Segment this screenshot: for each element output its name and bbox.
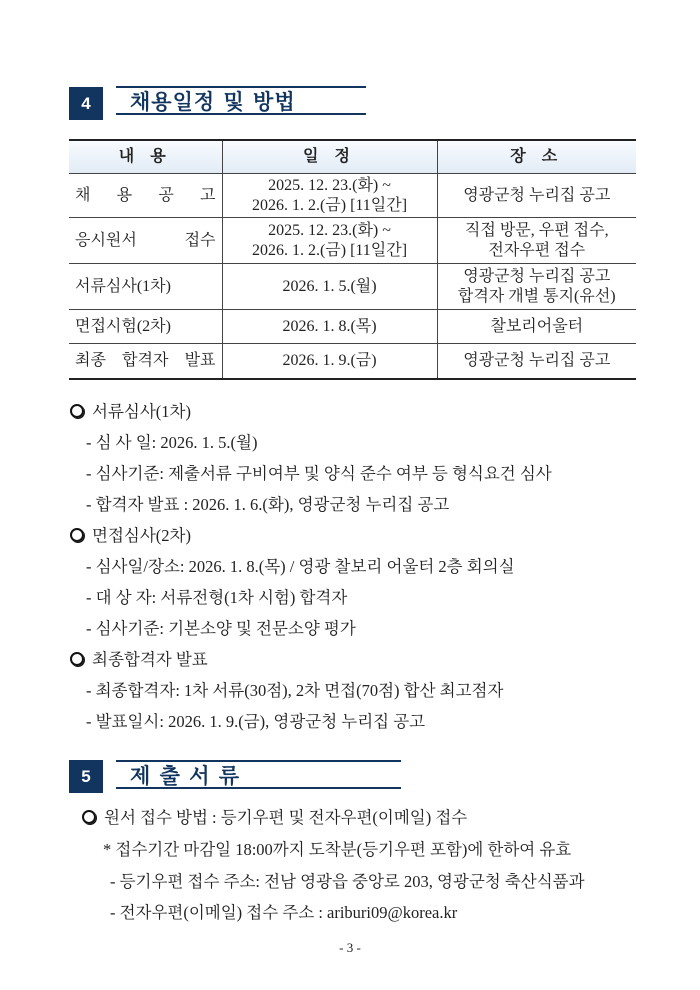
schedule-line: 2026. 1. 5.(월) xyxy=(282,277,377,295)
email-address: - 전자우편(이메일) 접수 주소 : ariburi09@korea.kr xyxy=(110,903,458,922)
section-5-number: 5 xyxy=(69,760,103,793)
row-item: 서류심사(1차) xyxy=(69,264,222,310)
row-place xyxy=(437,218,636,264)
place-line: 전자우편 접수 xyxy=(488,241,586,259)
row-place xyxy=(437,310,636,344)
submission-method xyxy=(82,804,467,828)
circle-bullet-icon xyxy=(70,652,84,666)
row-place xyxy=(437,174,636,218)
row-place xyxy=(437,264,636,310)
row-item: 면접시험(2차) xyxy=(69,310,222,344)
section-4-title: 채용일정 및 방법 xyxy=(116,86,366,115)
group-item: - 심사일/장소: 2026. 1. 8.(목) / 영광 찰보리 어울터 2층 회의실 xyxy=(86,557,515,576)
section-5-title: 제 출 서 류 xyxy=(116,760,401,789)
row-item: 응시원서 접수 xyxy=(69,218,222,264)
circle-bullet-icon xyxy=(70,528,84,542)
page-number: - 3 - xyxy=(339,940,361,955)
group-item: - 합격자 발표 : 2026. 1. 6.(화), 영광군청 누리집 공고 xyxy=(86,495,450,514)
place-line: 찰보리어울터 xyxy=(490,317,584,335)
place-line: 합격자 개별 통지(유선) xyxy=(457,287,616,305)
group-title xyxy=(70,398,191,422)
header-place: 장 소 xyxy=(437,140,636,174)
header-content: 내 용 xyxy=(69,140,222,174)
group-title-text: 면접심사(2차) xyxy=(92,526,191,545)
table-row xyxy=(69,264,636,310)
group-title-text: 서류심사(1차) xyxy=(92,402,191,421)
place-line: 직접 방문, 우편 접수, xyxy=(464,221,609,239)
group-item: - 심 사 일: 2026. 1. 5.(월) xyxy=(86,433,258,452)
place-line: 영광군청 누리집 공고 xyxy=(463,267,611,285)
table-header-row xyxy=(69,140,636,174)
section-4-number: 4 xyxy=(69,87,103,120)
schedule-line: 2025. 12. 23.(화) ~ xyxy=(268,176,391,194)
postal-address: - 등기우편 접수 주소: 전남 영광읍 중앙로 203, 영광군청 축산식품과 xyxy=(110,872,585,891)
circle-bullet-icon xyxy=(82,810,96,824)
group-title-text: 최종합격자 발표 xyxy=(92,650,208,669)
schedule-line: 2025. 12. 23.(화) ~ xyxy=(268,221,391,239)
table-row xyxy=(69,310,636,344)
table-row xyxy=(69,344,636,379)
group-item: - 심사기준: 기본소양 및 전문소양 평가 xyxy=(86,619,356,638)
group-title xyxy=(70,522,191,546)
schedule-line: 2026. 1. 8.(목) xyxy=(282,317,377,335)
schedule-line: 2026. 1. 2.(금) [11일간] xyxy=(251,241,408,259)
group-item: - 발표일시: 2026. 1. 9.(금), 영광군청 누리집 공고 xyxy=(86,712,426,731)
table-row xyxy=(69,174,636,218)
row-schedule xyxy=(222,174,437,218)
row-schedule xyxy=(222,344,437,379)
group-item: - 심사기준: 제출서류 구비여부 및 양식 준수 여부 등 형식요건 심사 xyxy=(86,464,552,483)
submission-method-text: 원서 접수 방법 : 등기우편 및 전자우편(이메일) 접수 xyxy=(104,808,468,827)
group-item: - 최종합격자: 1차 서류(30점), 2차 면접(70점) 합산 최고점자 xyxy=(86,681,504,700)
place-line: 영광군청 누리집 공고 xyxy=(463,351,611,369)
row-place xyxy=(437,344,636,379)
deadline-note: * 접수기간 마감일 18:00까지 도착분(등기우편 포함)에 한하여 유효 xyxy=(103,840,572,859)
row-item: 최종 합격자 발표 xyxy=(69,344,222,379)
header-schedule: 일 정 xyxy=(222,140,437,174)
place-line: 영광군청 누리집 공고 xyxy=(463,186,611,204)
circle-bullet-icon xyxy=(70,404,84,418)
schedule-table xyxy=(69,139,636,380)
group-title xyxy=(70,646,208,670)
table-row xyxy=(69,218,636,264)
schedule-line: 2026. 1. 2.(금) [11일간] xyxy=(251,196,408,214)
row-schedule xyxy=(222,218,437,264)
row-item: 채 용 공 고 xyxy=(69,174,222,218)
row-schedule xyxy=(222,264,437,310)
schedule-line: 2026. 1. 9.(금) xyxy=(282,351,377,369)
row-schedule xyxy=(222,310,437,344)
group-item: - 대 상 자: 서류전형(1차 시험) 합격자 xyxy=(86,588,348,607)
